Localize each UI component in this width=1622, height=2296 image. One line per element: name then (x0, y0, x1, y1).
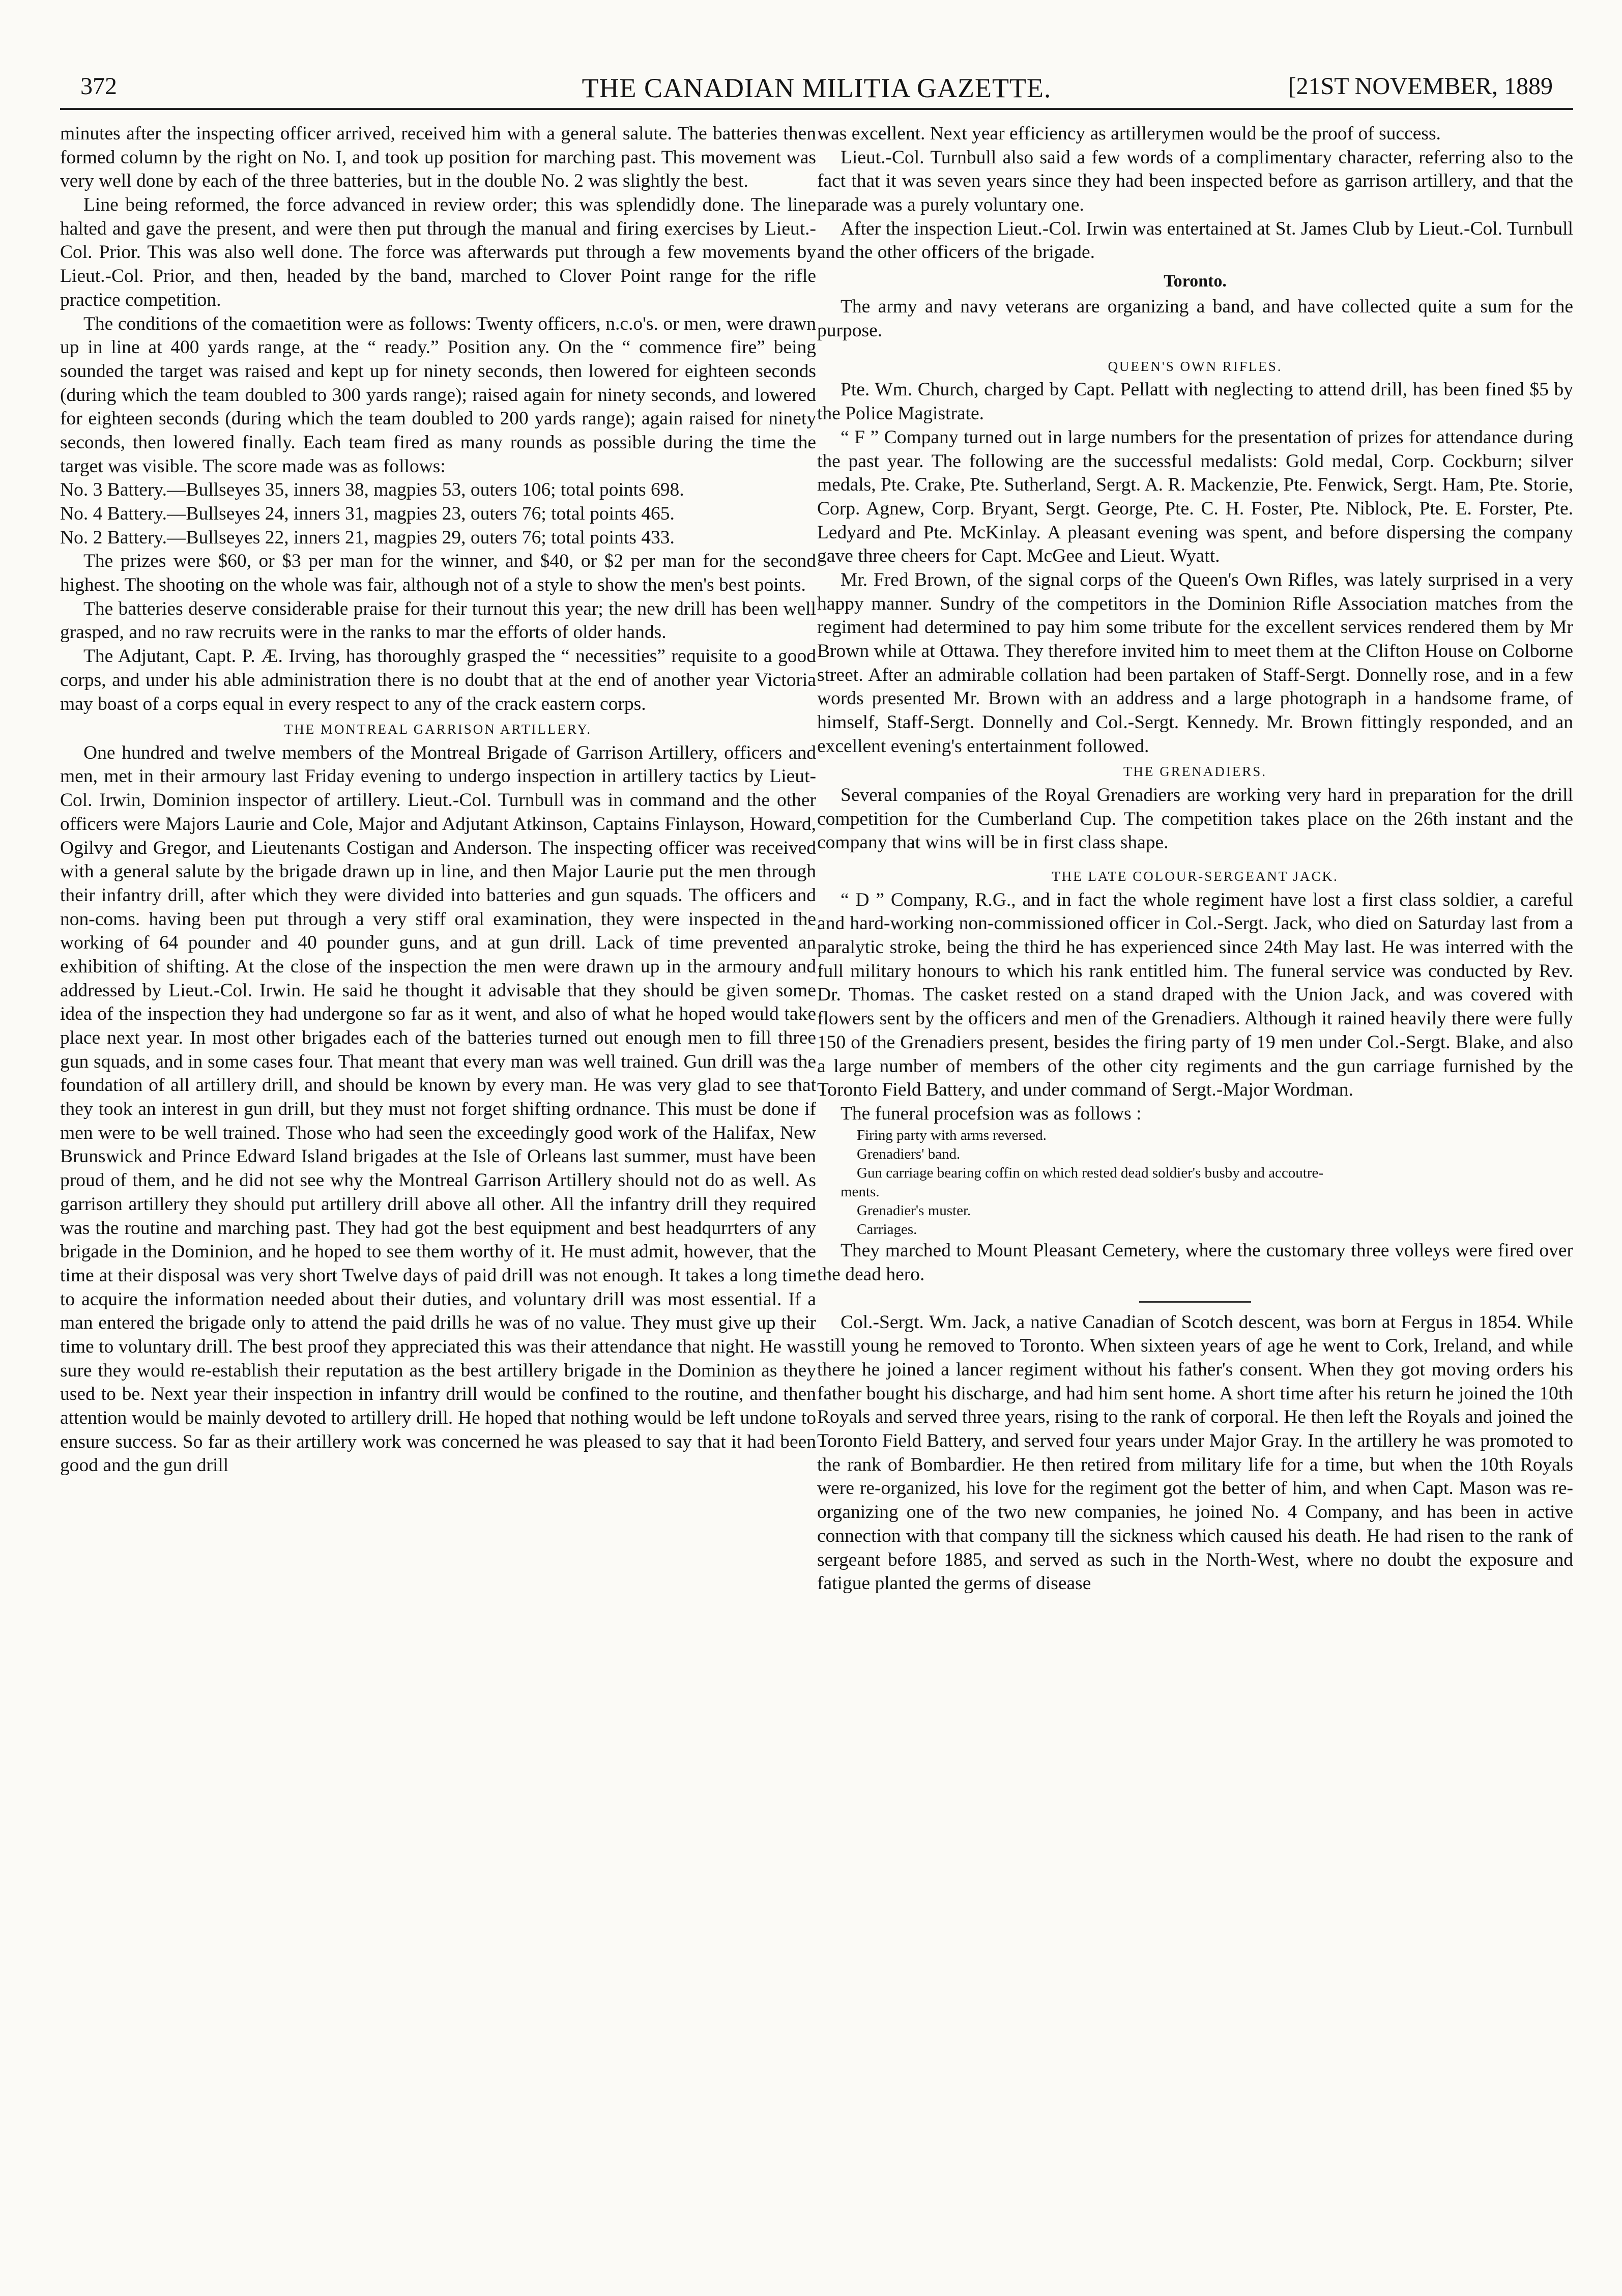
left-column (60, 122, 816, 1596)
article-columns (60, 122, 1573, 1596)
paragraph: Pte. Wm. Church, charged by Capt. Pellatt with neglecting to attend drill, has been fined $5 by the Police Magistrate. (817, 379, 1573, 424)
section-heading: THE MONTREAL GARRISON ARTILLERY. (284, 722, 592, 737)
procession-item: ments. (841, 1183, 880, 1200)
section-heading: Toronto. (1164, 272, 1227, 291)
paragraph: was excellent. Next year efficiency as artillerymen would be the proof of success. (817, 123, 1441, 144)
paragraph: Col.-Sergt. Wm. Jack, a native Canadian of Scotch descent, was born at Fergus in 1854. While still young he removed to Toronto. When sixteen years of age he went to Cork, Ireland, and while there he joined a lancer regiment without his father's consent. When they got moving orders his father bought his discharge, and had him sent home. A short time after his return he joined the 10th Royals and served three years, rising to the rank of corporal. He then left the Royals and joined the Toronto Field Battery, and served four years under Major Gray. In the artillery he was promoted to the rank of Bombardier. He then retired from military life for a time, but when the 10th Royals were re-organized, his love for the regiment got the better of him, and when Capt. Mason was re-organizing one of the two new companies, he joined No. 4 Company, and has been in active connection with that company till the sickness which caused his death. He had risen to the rank of sergeant before 1885, and served as such in the North-West, where no doubt the exposure and fatigue planted the germs of disease (817, 1311, 1573, 1594)
paragraph: “ F ” Company turned out in large numbers for the presentation of prizes for attendance during the past year. The following are the successful medalists: Gold medal, Corp. Cockburn; silver medals, Pte. Crake, Pte. Sutherland, Sergt. A. R. Mackenzie, Pte. Fenwick, Sergt. Ham, Pte. Storie, Corp. Agnew, Corp. Bryant, Sergt. George, Pte. C. H. Foster, Pte. Niblock, Pte. E. Forster, Pte. Ledyard and Pte. McKinlay. A pleasant evening was spent, and before dispersing the company gave three cheers for Capt. McGee and Lieut. Wyatt. (817, 426, 1573, 567)
paragraph: The prizes were $60, or $3 per man for the winner, and $40, or $2 per man for the second highest. The shooting on the whole was fair, although not of a style to show the men's best points. (60, 551, 816, 596)
paragraph: “ D ” Company, R.G., and in fact the whole regiment have lost a first class soldier, a careful and hard-working non-commissioned officer in Col.-Sergt. Jack, who died on Saturday last from a paralytic stroke, being the third he has experienced since 24th May last. He was interred with the full military honours to which his rank entitled him. The funeral service was conducted by Rev. Dr. Thomas. The casket rested on a stand draped with the Union Jack, and was covered with flowers sent by the officers and men of the Grenadiers. Although it rained heavily there were fully 150 of the Grenadiers present, besides the firing party of 19 men under Col.-Sergt. Blake, and also a large number of members of the other city regiments and the gun carriage furnished by the Toronto Field Battery, and under command of Sergt.-Major Wordman. (817, 889, 1573, 1101)
procession-item: Grenadier's muster. (857, 1202, 971, 1219)
section-heading: QUEEN'S OWN RIFLES. (1108, 358, 1283, 374)
score-line: No. 3 Battery.—Bullseyes 35, inners 38, magpies 53, outers 106; total points 698. (60, 479, 684, 501)
procession-item: Carriages. (857, 1221, 917, 1238)
paragraph: One hundred and twelve members of the Montreal Brigade of Garrison Artillery, officers and men, met in their armoury last Friday evening to undergo inspection in artillery tactics by Lieut-Col. Irwin, Dominion inspector of artillery. Lieut.-Col. Turnbull was in command and the other officers were Majors Laurie and Cole, Major and Adjutant Atkinson, Captains Finlayson, Howard, Ogilvy and Gregor, and Lieutenants Costigan and Anderson. The inspecting officer was received with a general salute by the brigade drawn up in line, and then Major Laurie put the men through their infantry drill, after which they were divided into batteries and gun squads. The officers and non-coms. having been put through a very stiff oral examination, they were inspected in the working of 64 pounder and 40 pounder guns, and at gun drill. Lack of time prevented an exhibition of shifting. At the close of the inspection the men were drawn up in the armoury and addressed by Lieut.-Col. Irwin. He said he thought it advisable that they should be given some idea of the inspection they had undergone so far as it went, and also of what he hoped would take place next year. In most other brigades each of the batteries turned out enough men to fill three gun squads, and in some cases four. That meant that every man was well trained. Gun drill was the foundation of all artillery drill, and should be known by every man. He was very glad to see that they took an interest in gun drill, but they must not forget shifting ordnance. This must be done if men were to be well trained. Those who had seen the exceedingly good work of the Halifax, New Brunswick and Prince Edward Island brigades at the Isle of Orleans last summer, must have been proud of them, and he did not see why the Montreal Garrison Artillery should not do as well. As garrison artillery they should put artillery drill above all other. All the infantry drill they required was the routine and marching past. They had got the best equipment and best headqurrters of any brigade in the Dominion, and he hoped to see them worthy of it. He must admit, however, that the time at their disposal was very short Twelve days of paid drill was not enough. It takes a long time to acquire the information needed about their duties, and voluntary drill was most essential. If a man entered the brigade only to attend the paid drills he was of no value. They must give up their time to voluntary drill. The best proof they appreciated this was their attendance that night. He was sure they would re-establish their reputation as the best artillery brigade in the Dominion as they used to be. Next year their inspection in infantry drill would be confined to the routine, and then attention would be mainly devoted to artillery drill. He hoped that nothing would be left undone to ensure success. So far as their artillery work was concerned he was pleased to say that it had been good and the gun drill (60, 742, 816, 1476)
page-header (60, 59, 1573, 110)
page-number: 372 (80, 73, 117, 100)
section-heading: THE GRENADIERS. (1123, 764, 1267, 780)
divider-rule (1139, 1301, 1251, 1303)
procession-list (817, 1126, 1573, 1240)
score-line: No. 4 Battery.—Bullseyes 24, inners 31, magpies 23, outers 76; total points 465. (60, 503, 675, 524)
right-column (817, 122, 1573, 1596)
publication-title: THE CANADIAN MILITIA GAZETTE. (582, 73, 1052, 103)
paragraph: Several companies of the Royal Grenadiers are working very hard in preparation for the drill competition for the Cumberland Cup. The competition takes place on the 26th instant and the company that wins will be in first class shape. (817, 785, 1573, 853)
procession-item: Gun carriage bearing coffin on which rested dead soldier's busby and accoutre- (857, 1164, 1324, 1181)
paragraph: After the inspection Lieut.-Col. Irwin was entertained at St. James Club by Lieut.-Col. Turnbull and the other officers of the brigade. (817, 218, 1573, 263)
paragraph: They marched to Mount Pleasant Cemetery, where the customary three volleys were fired over the dead hero. (817, 1240, 1573, 1285)
procession-item: Grenadiers' band. (857, 1145, 961, 1162)
procession-item: Firing party with arms reversed. (857, 1127, 1047, 1143)
issue-date: [21ST NOVEMBER, 1889 (1288, 73, 1553, 100)
score-line: No. 2 Battery.—Bullseyes 22, inners 21, magpies 29, outers 76; total points 433. (60, 527, 675, 548)
paragraph: The Adjutant, Capt. P. Æ. Irving, has thoroughly grasped the “ necessities” requisite to a good corps, and under his able administration there is no doubt that at the end of another year Victoria may boast of a corps equal in every respect to any of the crack eastern corps. (60, 646, 816, 714)
paragraph: minutes after the inspecting officer arrived, received him with a general salute. The batteries then formed column by the right on No. I, and took up position for marching past. This movement was very well done by each of the three batteries, but in the double No. 2 was slightly the best. (60, 123, 816, 192)
section-heading: THE LATE COLOUR-SERGEANT JACK. (1052, 869, 1339, 884)
paragraph: The army and navy veterans are organizing a band, and have collected quite a sum for the purpose. (817, 296, 1573, 341)
paragraph: Line being reformed, the force advanced in review order; this was splendidly done. The line halted and gave the present, and were then put through the manual and firing exercises by Lieut.-Col. Prior. This was also well done. The force was afterwards put through a few movements by Lieut.-Col. Prior, and then, headed by the band, marched to Clover Point range for the rifle practice competition. (60, 194, 816, 310)
paragraph: The funeral procefsion was as follows : (841, 1103, 1142, 1124)
paragraph: The conditions of the comaetition were as follows: Twenty officers, n.c.o's. or men, were drawn up in line at 400 yards range, at the “ ready.” Position any. On the “ commence fire” being sounded the target was raised and kept up for ninety seconds, then lowered for eighteen seconds (during which the team doubled to 300 yards range); raised again for ninety seconds, and lowered for eighteen seconds (during which the team doubled to 200 yards range); again raised for ninety seconds, then lowered finally. Each team fired as many rounds as possible during the time the target was visible. The score made was as follows: (60, 313, 816, 477)
paragraph: Mr. Fred Brown, of the signal corps of the Queen's Own Rifles, was lately surprised in a very happy manner. Sundry of the competitors in the Dominion Rifle Association matches from the regiment had determined to pay him some tribute for the excellent services rendered them by Mr Brown while at Ottawa. They therefore invited him to meet them at the Clifton House on Colborne street. After an admirable collation had been partaken of Staff-Sergt. Donnelly rose, and in a few words presented Mr. Brown with an address and a large photograph in a handsome frame, of himself, Staff-Sergt. Donnelly and Col.-Sergt. Kennedy. Mr. Brown fittingly responded, and an excellent evening's entertainment followed. (817, 569, 1573, 757)
paragraph: Lieut.-Col. Turnbull also said a few words of a complimentary character, referring also to the fact that it was seven years since they had been inspected before as garrison artillery, and that the parade was a purely voluntary one. (817, 147, 1573, 216)
paragraph: The batteries deserve considerable praise for their turnout this year; the new drill has been well grasped, and no raw recruits were in the ranks to mar the efforts of older hands. (60, 598, 816, 643)
